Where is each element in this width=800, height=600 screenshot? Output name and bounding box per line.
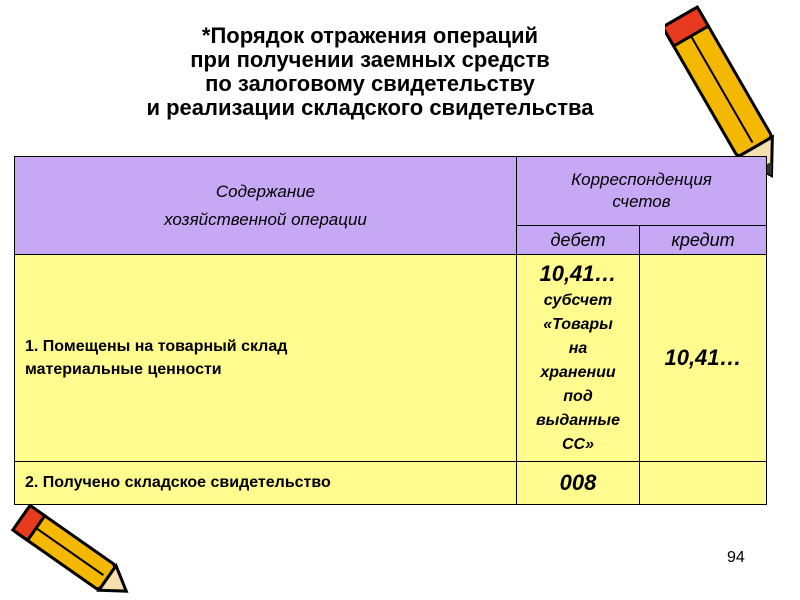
debit-header: дебет	[517, 226, 640, 255]
correspondence-header-line1: Корреспонденция	[571, 170, 712, 189]
credit-header: кредит	[640, 226, 767, 255]
content-header-line1: Содержание	[215, 181, 316, 201]
operations-table	[14, 156, 767, 505]
operation-content-line2: материальные ценности	[25, 361, 222, 378]
debit-account: 10,41…	[539, 261, 617, 286]
debit-detail-line: под	[563, 388, 593, 405]
title-line: при получении заемных средств	[190, 47, 550, 72]
correspondence-header	[517, 157, 767, 226]
slide-title	[20, 24, 720, 120]
debit-detail-line: субсчет	[543, 292, 613, 309]
table-row	[15, 255, 767, 462]
debit-detail-line: СС»	[561, 436, 594, 453]
debit-cell	[517, 255, 640, 462]
table-header-row	[15, 157, 767, 226]
pencil-icon	[0, 505, 140, 600]
credit-cell: 10,41…	[640, 255, 767, 462]
title-line: и реализации складского свидетельства	[146, 95, 594, 120]
debit-detail-line: «Товары	[543, 316, 613, 333]
table-row	[15, 462, 767, 505]
debit-detail-line: хранении	[540, 364, 616, 381]
operation-content-line1: 1. Помещены на товарный склад	[25, 338, 288, 355]
debit-cell: 008	[517, 462, 640, 505]
operation-content: 2. Получено складское свидетельство	[15, 462, 517, 505]
credit-cell	[640, 462, 767, 505]
operation-content	[15, 255, 517, 462]
page-number: 94	[727, 549, 745, 566]
correspondence-header-line2: счетов	[612, 192, 671, 211]
content-header	[15, 157, 517, 255]
title-line: по залоговому свидетельству	[205, 71, 535, 96]
content-header-line2: хозяйственной операции	[164, 209, 367, 229]
debit-detail-line: выданные	[535, 412, 620, 429]
title-line: *Порядок отражения операций	[201, 23, 539, 48]
debit-detail-line: на	[568, 340, 588, 357]
